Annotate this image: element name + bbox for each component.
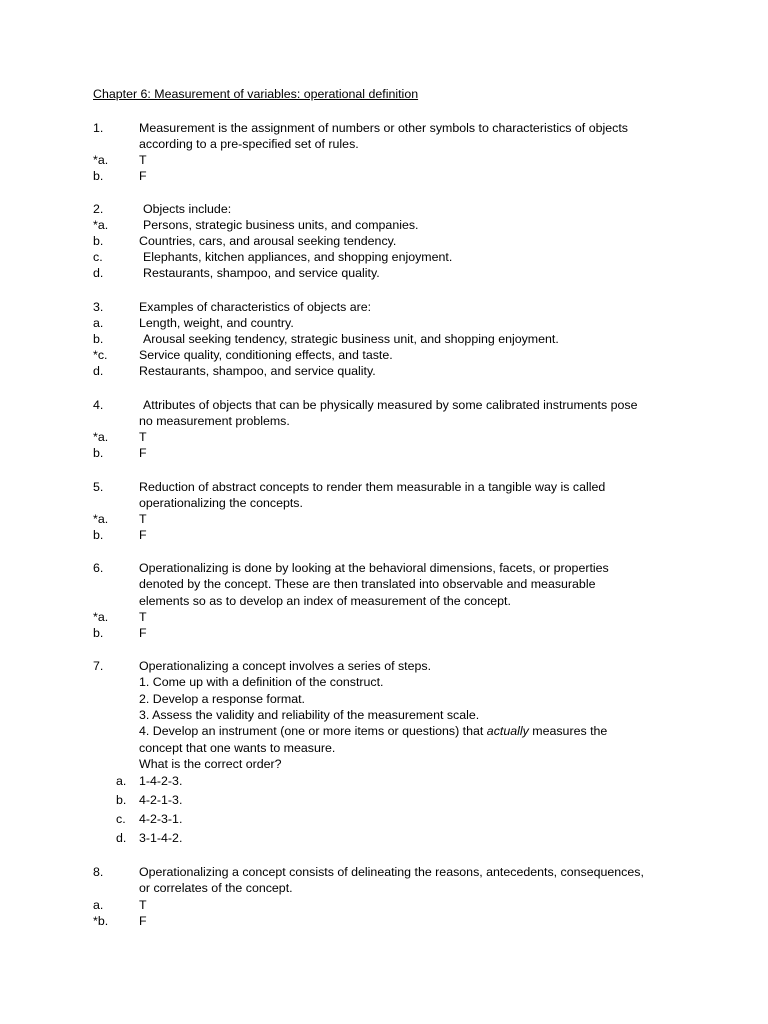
option-label: c. [93, 250, 103, 264]
step-text: 4. Develop an instrument (one or more items or questions) that [139, 724, 487, 738]
question-text: according to a pre-specified set of rules. [139, 137, 359, 151]
answer-option [0, 217, 768, 233]
option-label: d. [116, 831, 127, 845]
option-label: d. [93, 266, 104, 280]
question-number: 5. [93, 480, 104, 494]
option-text: Arousal seeking tendency, strategic business unit, and shopping enjoyment. [143, 332, 559, 346]
question-number: 6. [93, 561, 104, 575]
question-text: Operationalizing is done by looking at the behavioral dimensions, facets, or properties [139, 561, 609, 575]
step-item: 1. Come up with a definition of the construct. [139, 675, 384, 689]
option-label: b. [93, 169, 104, 183]
option-text: 4-2-3-1. [139, 812, 183, 826]
option-label: *a. [93, 218, 109, 232]
chapter-title: Chapter 6: Measurement of variables: operational definition [93, 87, 419, 101]
step-text: measures the [528, 724, 608, 738]
question-number: 3. [93, 300, 104, 314]
option-text: F [139, 169, 147, 183]
answer-option [0, 811, 768, 827]
option-label: b. [93, 626, 104, 640]
option-label: d. [93, 364, 104, 378]
question-number: 1. [93, 121, 104, 135]
answer-option [0, 773, 768, 789]
option-text: 3-1-4-2. [139, 831, 183, 845]
option-label: *a. [93, 610, 109, 624]
option-label: *a. [93, 430, 109, 444]
option-label: a. [116, 774, 127, 788]
option-label: a. [93, 316, 104, 330]
question-text: elements so as to develop an index of measurement of the concept. [139, 594, 511, 608]
question-text: operationalizing the concepts. [139, 496, 303, 510]
question-text: Operationalizing a concept involves a series of steps. [139, 659, 432, 673]
answer-option [0, 913, 768, 929]
option-text: F [139, 528, 147, 542]
option-text: Service quality, conditioning effects, and taste. [139, 348, 393, 362]
answer-option [0, 897, 768, 913]
option-label: *a. [93, 153, 109, 167]
question-text: Operationalizing a concept consists of delineating the reasons, antecedents, consequences, [139, 865, 644, 879]
answer-option [0, 792, 768, 808]
option-text: T [139, 153, 147, 167]
option-label: b. [116, 793, 127, 807]
emphasized-word: actually [486, 724, 529, 738]
answer-option [0, 511, 768, 527]
answer-option [0, 168, 768, 184]
question-text: Measurement is the assignment of numbers or other symbols to characteristics of objects [139, 121, 628, 135]
option-label: b. [93, 332, 104, 346]
option-text: Restaurants, shampoo, and service quality. [139, 364, 376, 378]
question-number: 7. [93, 659, 104, 673]
step-item: 2. Develop a response format. [139, 692, 305, 706]
answer-option [0, 152, 768, 168]
question-text: no measurement problems. [139, 414, 290, 428]
step-item: 3. Assess the validity and reliability of the measurement scale. [139, 708, 480, 722]
option-label: b. [93, 528, 104, 542]
answer-option [0, 445, 768, 461]
answer-option [0, 347, 768, 363]
question-text: Attributes of objects that can be physically measured by some calibrated instruments pose [143, 398, 638, 412]
option-text: F [139, 914, 147, 928]
answer-option [0, 429, 768, 445]
option-label: *a. [93, 512, 109, 526]
option-text: 1-4-2-3. [139, 774, 183, 788]
option-label: *b. [93, 914, 109, 928]
option-text: F [139, 446, 147, 460]
answer-option [0, 249, 768, 265]
question-number: 4. [93, 398, 104, 412]
step-item [139, 723, 607, 739]
option-label: b. [93, 446, 104, 460]
answer-option [0, 830, 768, 846]
question-text: What is the correct order? [139, 757, 282, 771]
answer-option [0, 527, 768, 543]
answer-option [0, 625, 768, 641]
option-text: Restaurants, shampoo, and service quality. [143, 266, 380, 280]
question-text: or correlates of the concept. [139, 881, 293, 895]
option-text: T [139, 610, 147, 624]
option-text: F [139, 626, 147, 640]
question-text: Objects include: [143, 202, 232, 216]
question-text: concept that one wants to measure. [139, 741, 336, 755]
question-number: 8. [93, 865, 104, 879]
option-label: b. [93, 234, 104, 248]
answer-option [0, 315, 768, 331]
option-label: c. [116, 812, 126, 826]
question-text: Reduction of abstract concepts to render them measurable in a tangible way is called [139, 480, 606, 494]
option-text: T [139, 430, 147, 444]
option-text: Countries, cars, and arousal seeking tendency. [139, 234, 397, 248]
answer-option [0, 609, 768, 625]
option-text: T [139, 898, 147, 912]
question-text: denoted by the concept. These are then translated into observable and measurable [139, 577, 596, 591]
option-text: 4-2-1-3. [139, 793, 183, 807]
option-text: T [139, 512, 147, 526]
option-label: *c. [93, 348, 108, 362]
question-text: Examples of characteristics of objects are: [139, 300, 372, 314]
option-text: Persons, strategic business units, and companies. [143, 218, 419, 232]
answer-option [0, 363, 768, 379]
answer-option [0, 233, 768, 249]
option-label: a. [93, 898, 104, 912]
option-text: Elephants, kitchen appliances, and shopping enjoyment. [143, 250, 453, 264]
answer-option [0, 331, 768, 347]
option-text: Length, weight, and country. [139, 316, 294, 330]
answer-option [0, 265, 768, 281]
question-number: 2. [93, 202, 104, 216]
